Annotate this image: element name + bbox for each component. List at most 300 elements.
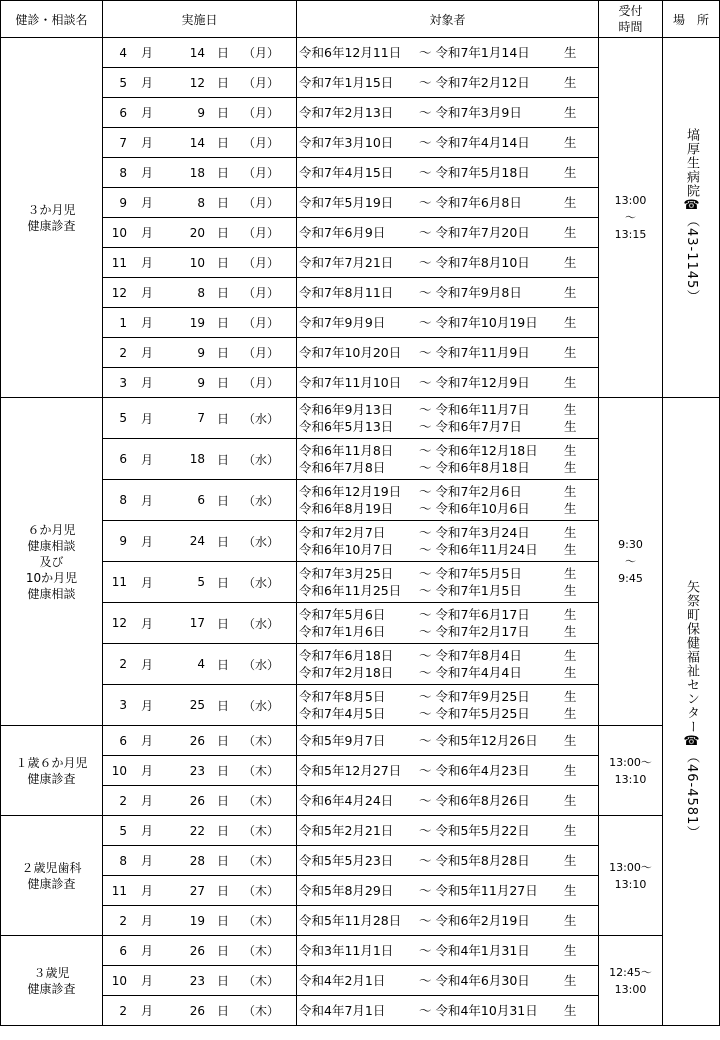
tilde: 〜 <box>419 943 436 958</box>
checkup-name <box>1 816 103 936</box>
date-line <box>103 128 296 157</box>
weekday: （木） <box>242 824 279 838</box>
date-line <box>103 368 296 397</box>
subject-range <box>299 972 598 989</box>
born-label: 生 <box>564 315 577 330</box>
month-value: 6 <box>119 733 127 748</box>
date-line <box>103 218 296 247</box>
date-line <box>103 68 296 97</box>
tilde: 〜 <box>419 315 436 330</box>
tilde: 〜 <box>419 45 436 60</box>
tilde: 〜 <box>419 883 436 898</box>
date-line <box>103 480 296 520</box>
month-value: 10 <box>111 225 127 240</box>
range-to-wrap <box>419 224 564 241</box>
range-to-wrap <box>419 1002 564 1019</box>
range-to-wrap <box>419 541 564 558</box>
tilde: 〜 <box>419 648 436 663</box>
subject-cell <box>297 480 599 521</box>
range-to: 令和7年10月19日 <box>435 315 538 330</box>
subject-range <box>299 647 598 664</box>
subject-range <box>299 565 598 582</box>
month-value: 12 <box>111 285 127 300</box>
range-to-wrap <box>419 134 564 151</box>
range-to-wrap <box>419 762 564 779</box>
subject-range <box>299 164 598 181</box>
month-unit: 月 <box>140 76 153 90</box>
range-to-wrap <box>419 647 564 664</box>
day-unit: 日 <box>216 764 229 778</box>
born-label: 生 <box>564 45 577 60</box>
born-label: 生 <box>564 105 577 120</box>
month-value: 12 <box>111 616 127 630</box>
day-unit: 日 <box>216 616 229 631</box>
range-to: 令和7年1月14日 <box>435 45 530 60</box>
weekday: （月） <box>242 76 279 90</box>
day-value: 9 <box>197 375 205 390</box>
range-to-wrap <box>419 942 564 959</box>
subject-cell <box>297 996 599 1026</box>
subject-cell <box>297 786 599 816</box>
born-label: 生 <box>564 943 577 958</box>
born-label: 生 <box>564 75 577 90</box>
weekday: （月） <box>242 106 279 120</box>
subject-range <box>299 732 598 749</box>
range-to: 令和6年11月7日 <box>435 402 530 417</box>
range-to-wrap <box>419 565 564 582</box>
subject-range <box>299 500 598 517</box>
day-unit: 日 <box>216 166 229 180</box>
tilde: 〜 <box>419 484 436 499</box>
day-value: 6 <box>197 493 205 507</box>
subject-cell <box>297 188 599 218</box>
weekday: （木） <box>242 854 279 868</box>
subject-range <box>299 194 598 211</box>
month-unit: 月 <box>140 106 153 120</box>
subject-cell <box>297 439 599 480</box>
month-value: 8 <box>119 165 127 180</box>
day-value: 5 <box>197 575 205 589</box>
schedule-row <box>1 936 720 966</box>
subject-range <box>299 582 598 599</box>
day-value: 18 <box>189 165 205 180</box>
range-from: 令和5年5月23日 <box>299 853 394 868</box>
range-from: 令和3年11月1日 <box>299 943 394 958</box>
header-subject: 対象者 <box>297 1 599 38</box>
range-to: 令和7年3月24日 <box>435 525 530 540</box>
date-cell <box>103 786 297 816</box>
day-unit: 日 <box>216 974 229 988</box>
subject-cell <box>297 936 599 966</box>
range-from: 令和5年11月28日 <box>299 913 402 928</box>
range-to-wrap <box>419 254 564 271</box>
day-unit: 日 <box>216 884 229 898</box>
subject-range <box>299 314 598 331</box>
tilde: 〜 <box>419 763 436 778</box>
month-value: 9 <box>119 534 127 548</box>
date-line <box>103 966 296 995</box>
weekday: （水） <box>242 534 279 549</box>
born-label: 生 <box>564 706 577 721</box>
month-value: 2 <box>119 657 127 671</box>
tilde: 〜 <box>419 135 436 150</box>
born-label: 生 <box>564 1003 577 1018</box>
day-value: 12 <box>189 75 205 90</box>
date-line <box>103 398 296 438</box>
month-value: 8 <box>119 853 127 868</box>
tilde: 〜 <box>419 195 436 210</box>
tilde: 〜 <box>419 75 436 90</box>
date-line <box>103 38 296 67</box>
date-cell <box>103 603 297 644</box>
subject-cell <box>297 218 599 248</box>
month-value: 11 <box>111 883 127 898</box>
header-name: 健診・相談名 <box>1 1 103 38</box>
range-from: 令和7年6月18日 <box>299 648 394 663</box>
date-line <box>103 439 296 479</box>
month-unit: 月 <box>140 764 153 778</box>
range-to: 令和6年11月24日 <box>435 542 538 557</box>
subject-range <box>299 882 598 899</box>
tilde: 〜 <box>419 706 436 721</box>
day-value: 27 <box>189 883 205 898</box>
day-value: 26 <box>189 733 205 748</box>
tilde: 〜 <box>419 1003 436 1018</box>
range-to: 令和5年11月27日 <box>435 883 538 898</box>
subject-cell <box>297 521 599 562</box>
month-unit: 月 <box>140 575 153 590</box>
range-to: 令和7年6月17日 <box>435 607 530 622</box>
tilde: 〜 <box>419 501 436 516</box>
date-line <box>103 685 296 725</box>
date-cell <box>103 685 297 726</box>
month-value: 10 <box>111 763 127 778</box>
date-cell <box>103 68 297 98</box>
range-from: 令和5年2月21日 <box>299 823 394 838</box>
date-line <box>103 756 296 785</box>
weekday: （月） <box>242 136 279 150</box>
day-value: 26 <box>189 943 205 958</box>
range-from: 令和7年2月13日 <box>299 105 394 120</box>
range-from: 令和7年5月19日 <box>299 195 394 210</box>
subject-cell <box>297 398 599 439</box>
subject-range <box>299 401 598 418</box>
weekday: （木） <box>242 1004 279 1018</box>
range-to-wrap <box>419 792 564 809</box>
subject-range <box>299 483 598 500</box>
reception-time <box>599 936 663 1026</box>
date-line <box>103 726 296 755</box>
day-unit: 日 <box>216 411 229 426</box>
month-value: 1 <box>119 315 127 330</box>
date-line <box>103 248 296 277</box>
month-value: 7 <box>119 135 127 150</box>
month-value: 6 <box>119 105 127 120</box>
date-cell <box>103 756 297 786</box>
weekday: （月） <box>242 226 279 240</box>
subject-range <box>299 792 598 809</box>
month-value: 8 <box>119 493 127 507</box>
date-cell <box>103 398 297 439</box>
tilde: 〜 <box>419 443 436 458</box>
day-value: 8 <box>197 195 205 210</box>
range-to: 令和7年6月8日 <box>435 195 522 210</box>
day-unit: 日 <box>216 493 229 508</box>
born-label: 生 <box>564 484 577 499</box>
day-value: 9 <box>197 105 205 120</box>
month-unit: 月 <box>140 534 153 549</box>
header-date: 実施日 <box>103 1 297 38</box>
range-from: 令和6年12月19日 <box>299 484 402 499</box>
range-from: 令和5年9月7日 <box>299 733 386 748</box>
range-to: 令和7年4月4日 <box>435 665 522 680</box>
date-line <box>103 876 296 905</box>
born-label: 生 <box>564 525 577 540</box>
range-to-wrap <box>419 623 564 640</box>
checkup-name <box>1 726 103 816</box>
range-to: 令和7年11月9日 <box>435 345 530 360</box>
place-health-center-text: 矢祭町保健福祉センター☎（46-4581） <box>684 579 699 840</box>
day-unit: 日 <box>216 914 229 928</box>
tilde: 〜 <box>419 566 436 581</box>
day-unit: 日 <box>216 46 229 60</box>
date-cell <box>103 876 297 906</box>
day-value: 19 <box>189 913 205 928</box>
subject-cell <box>297 562 599 603</box>
born-label: 生 <box>564 375 577 390</box>
checkup-name-text: ６か月児 健康相談 及び 10か月児 健康相談 <box>25 522 78 601</box>
tilde: 〜 <box>419 853 436 868</box>
born-label: 生 <box>564 195 577 210</box>
subject-range <box>299 912 598 929</box>
month-unit: 月 <box>140 136 153 150</box>
born-label: 生 <box>564 255 577 270</box>
day-unit: 日 <box>216 657 229 672</box>
range-to: 令和7年3月9日 <box>435 105 522 120</box>
tilde: 〜 <box>419 225 436 240</box>
range-from: 令和7年8月11日 <box>299 285 394 300</box>
subject-range <box>299 74 598 91</box>
date-cell <box>103 936 297 966</box>
month-unit: 月 <box>140 884 153 898</box>
subject-range <box>299 541 598 558</box>
date-cell <box>103 726 297 756</box>
day-unit: 日 <box>216 824 229 838</box>
weekday: （水） <box>242 452 279 467</box>
day-value: 19 <box>189 315 205 330</box>
range-to-wrap <box>419 74 564 91</box>
tilde: 〜 <box>419 165 436 180</box>
date-cell <box>103 98 297 128</box>
header-row <box>1 1 720 38</box>
born-label: 生 <box>564 883 577 898</box>
month-unit: 月 <box>140 734 153 748</box>
range-to: 令和7年4月14日 <box>435 135 530 150</box>
reception-time-text: 13:00〜 13:10 <box>609 860 652 891</box>
day-unit: 日 <box>216 136 229 150</box>
date-cell <box>103 480 297 521</box>
day-value: 28 <box>189 853 205 868</box>
day-value: 10 <box>189 255 205 270</box>
range-from: 令和7年7月21日 <box>299 255 394 270</box>
month-value: 6 <box>119 452 127 466</box>
date-cell <box>103 562 297 603</box>
schedule-row <box>1 398 720 439</box>
range-to: 令和7年5月5日 <box>435 566 522 581</box>
month-unit: 月 <box>140 286 153 300</box>
subject-range <box>299 374 598 391</box>
subject-cell <box>297 846 599 876</box>
range-from: 令和7年1月15日 <box>299 75 394 90</box>
weekday: （月） <box>242 346 279 360</box>
date-cell <box>103 846 297 876</box>
subject-range <box>299 688 598 705</box>
tilde: 〜 <box>419 460 436 475</box>
date-line <box>103 996 296 1025</box>
date-cell <box>103 158 297 188</box>
day-unit: 日 <box>216 316 229 330</box>
subject-range <box>299 104 598 121</box>
subject-range <box>299 606 598 623</box>
day-value: 14 <box>189 45 205 60</box>
range-from: 令和6年4月24日 <box>299 793 394 808</box>
tilde: 〜 <box>419 793 436 808</box>
range-from: 令和7年4月15日 <box>299 165 394 180</box>
tilde: 〜 <box>419 255 436 270</box>
range-to-wrap <box>419 688 564 705</box>
range-to: 令和5年8月28日 <box>435 853 530 868</box>
day-unit: 日 <box>216 575 229 590</box>
weekday: （水） <box>242 575 279 590</box>
subject-cell <box>297 278 599 308</box>
date-cell <box>103 368 297 398</box>
date-line <box>103 98 296 127</box>
day-unit: 日 <box>216 346 229 360</box>
day-value: 14 <box>189 135 205 150</box>
day-unit: 日 <box>216 226 229 240</box>
month-value: 4 <box>119 45 127 60</box>
weekday: （水） <box>242 411 279 426</box>
subject-range <box>299 822 598 839</box>
range-to-wrap <box>419 459 564 476</box>
range-to-wrap <box>419 732 564 749</box>
subject-range <box>299 44 598 61</box>
reception-time-text: 9:30 〜 9:45 <box>618 538 643 585</box>
date-cell <box>103 439 297 480</box>
subject-cell <box>297 603 599 644</box>
range-from: 令和7年9月9日 <box>299 315 386 330</box>
date-cell <box>103 521 297 562</box>
born-label: 生 <box>564 665 577 680</box>
month-unit: 月 <box>140 914 153 928</box>
month-unit: 月 <box>140 46 153 60</box>
day-value: 23 <box>189 973 205 988</box>
subject-cell <box>297 308 599 338</box>
born-label: 生 <box>564 402 577 417</box>
range-from: 令和6年11月8日 <box>299 443 394 458</box>
month-value: 9 <box>119 195 127 210</box>
range-from: 令和4年7月1日 <box>299 1003 386 1018</box>
range-to-wrap <box>419 822 564 839</box>
range-to: 令和7年12月9日 <box>435 375 530 390</box>
day-unit: 日 <box>216 106 229 120</box>
tilde: 〜 <box>419 525 436 540</box>
born-label: 生 <box>564 165 577 180</box>
tilde: 〜 <box>419 823 436 838</box>
tilde: 〜 <box>419 105 436 120</box>
day-value: 23 <box>189 763 205 778</box>
range-from: 令和7年8月5日 <box>299 689 386 704</box>
range-from: 令和6年11月25日 <box>299 583 402 598</box>
day-value: 22 <box>189 823 205 838</box>
day-unit: 日 <box>216 452 229 467</box>
date-cell <box>103 188 297 218</box>
place-hospital <box>663 38 720 398</box>
range-from: 令和7年2月7日 <box>299 525 386 540</box>
range-to: 令和5年5月22日 <box>435 823 530 838</box>
range-to: 令和7年2月6日 <box>435 484 522 499</box>
born-label: 生 <box>564 285 577 300</box>
subject-cell <box>297 158 599 188</box>
subject-range <box>299 942 598 959</box>
born-label: 生 <box>564 823 577 838</box>
date-cell <box>103 906 297 936</box>
schedule-row <box>1 726 720 756</box>
range-from: 令和7年2月18日 <box>299 665 394 680</box>
subject-range <box>299 852 598 869</box>
range-to: 令和7年5月18日 <box>435 165 530 180</box>
date-cell <box>103 338 297 368</box>
range-to-wrap <box>419 374 564 391</box>
born-label: 生 <box>564 793 577 808</box>
subject-range <box>299 418 598 435</box>
tilde: 〜 <box>419 402 436 417</box>
subject-cell <box>297 68 599 98</box>
date-line <box>103 906 296 935</box>
weekday: （木） <box>242 884 279 898</box>
subject-range <box>299 224 598 241</box>
range-to: 令和7年5月25日 <box>435 706 530 721</box>
month-value: 2 <box>119 913 127 928</box>
weekday: （月） <box>242 256 279 270</box>
day-value: 7 <box>197 411 205 425</box>
month-unit: 月 <box>140 256 153 270</box>
date-line <box>103 644 296 684</box>
range-to: 令和7年9月8日 <box>435 285 522 300</box>
date-cell <box>103 248 297 278</box>
tilde: 〜 <box>419 733 436 748</box>
reception-time <box>599 398 663 726</box>
reception-time <box>599 726 663 816</box>
range-to-wrap <box>419 483 564 500</box>
tilde: 〜 <box>419 973 436 988</box>
date-line <box>103 786 296 815</box>
subject-cell <box>297 726 599 756</box>
weekday: （水） <box>242 657 279 672</box>
range-from: 令和7年1月6日 <box>299 624 386 639</box>
date-line <box>103 562 296 602</box>
day-unit: 日 <box>216 256 229 270</box>
range-to-wrap <box>419 442 564 459</box>
month-unit: 月 <box>140 226 153 240</box>
range-to-wrap <box>419 500 564 517</box>
range-from: 令和6年9月13日 <box>299 402 394 417</box>
range-to-wrap <box>419 344 564 361</box>
range-from: 令和7年6月9日 <box>299 225 386 240</box>
born-label: 生 <box>564 607 577 622</box>
month-value: 2 <box>119 345 127 360</box>
range-to-wrap <box>419 664 564 681</box>
